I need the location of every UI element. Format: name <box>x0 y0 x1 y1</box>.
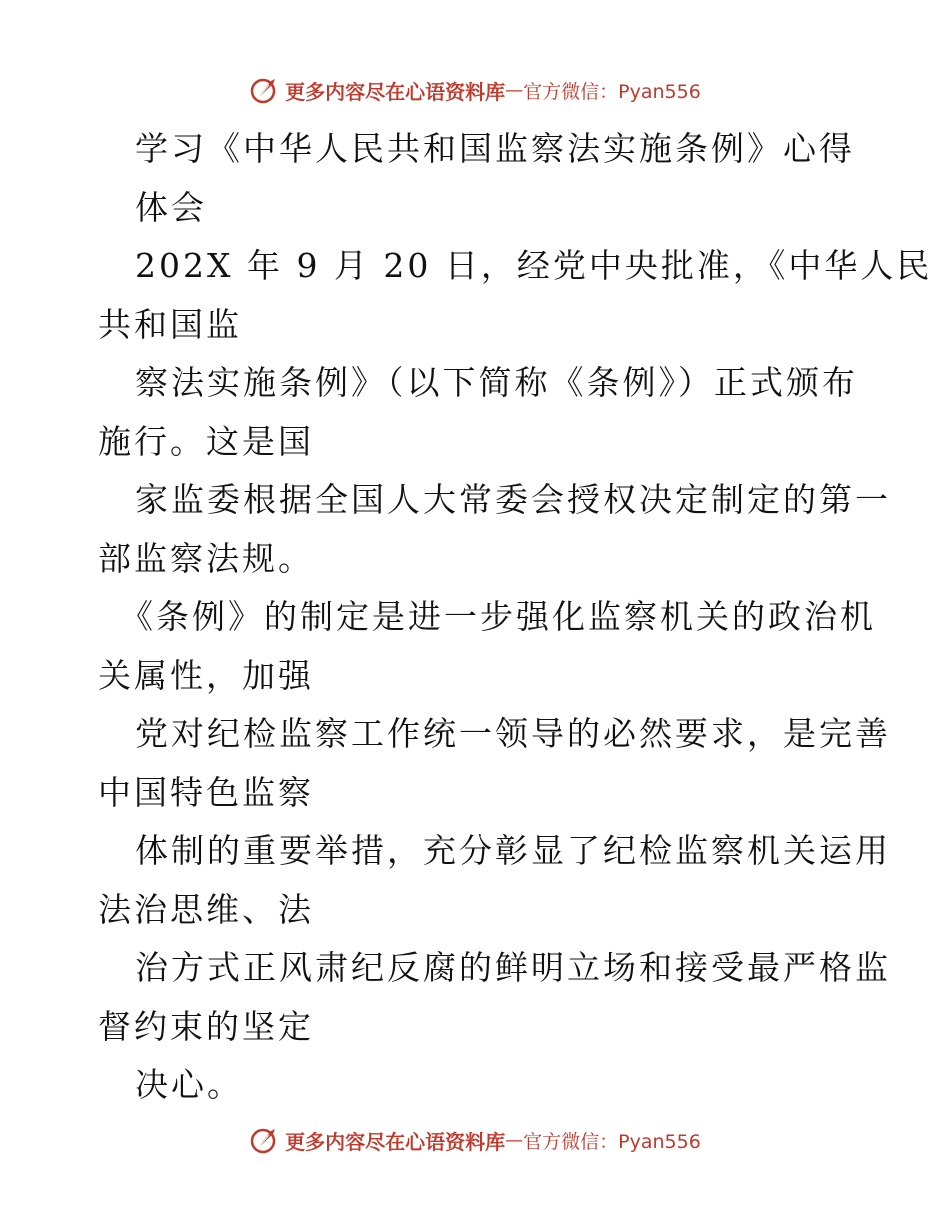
watermark-banner-top <box>0 70 950 110</box>
paragraph-line: 党对纪检监察工作统一领导的必然要求，是完善 <box>135 714 891 753</box>
watermark-title: 更多内容尽在心语资料库 <box>285 1129 506 1154</box>
title-line-2: 体会 <box>135 187 207 227</box>
paragraph-line: 202X 年 9 月 20 日，经党中央批准，《中华人民 <box>135 246 933 285</box>
quill-pen-logo-icon <box>249 1125 279 1155</box>
paragraph-line: 督约束的坚定 <box>98 1006 314 1046</box>
paragraph-line: 体制的重要举措，充分彰显了纪检监察机关运用 <box>135 831 891 870</box>
paragraph-line: 中国特色监察 <box>98 772 314 812</box>
paragraph-line: 《条例》的制定是进一步强化监察机关的政治机 <box>120 597 876 636</box>
watermark-dash: — <box>505 79 524 101</box>
watermark-dash: — <box>505 1129 524 1151</box>
paragraph-line: 部监察法规。 <box>98 538 314 578</box>
paragraph-line: 法治思维、法 <box>98 889 314 929</box>
watermark-title: 更多内容尽在心语资料库 <box>285 79 506 104</box>
paragraph-line: 共和国监 <box>98 304 242 344</box>
title-line-1: 学习《中华人民共和国监察法实施条例》心得 <box>135 129 855 168</box>
document-body <box>98 120 933 1115</box>
watermark-contact: 官方微信：Pyan556 <box>523 80 701 103</box>
paragraph-line: 决心。 <box>135 1065 243 1104</box>
paragraph-line: 关属性，加强 <box>98 655 314 695</box>
paragraph-line: 治方式正风肃纪反腐的鲜明立场和接受最严格监 <box>135 948 891 987</box>
watermark-contact: 官方微信：Pyan556 <box>523 1130 701 1153</box>
paragraph-line: 施行。这是国 <box>98 421 314 461</box>
paragraph-line: 察法实施条例》（以下简称《条例》）正式颁布 <box>135 363 858 402</box>
paragraph-line: 家监委根据全国人大常委会授权决定制定的第一 <box>135 480 891 519</box>
watermark-banner-bottom <box>0 1120 950 1160</box>
quill-pen-logo-icon <box>249 75 279 105</box>
